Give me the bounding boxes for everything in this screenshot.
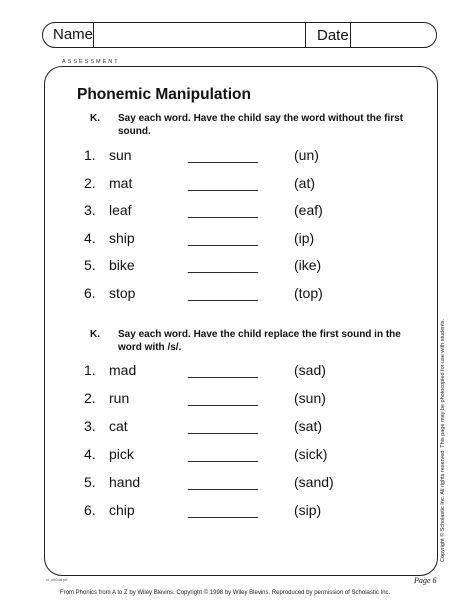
item-number: 5. (84, 474, 96, 490)
item-word: pick (109, 446, 134, 462)
answer-blank: _________ (188, 418, 259, 434)
copyright-notice (438, 312, 448, 562)
item-answer: (sad) (294, 362, 326, 378)
answer-blank: _________ (188, 446, 259, 462)
date-divider-left (305, 23, 306, 47)
item-word: leaf (109, 202, 132, 218)
item-answer: (ip) (294, 230, 315, 246)
source-footer: From Phonics from A to Z by Wiley Blevins. Copyright © 1998 by Wiley Blevins. Reproduced by permission of Scholastic Inc. (60, 590, 391, 596)
item-answer: (sip) (294, 502, 322, 518)
item-answer: (eaf) (294, 202, 323, 218)
page-number: Page 6 (414, 576, 437, 585)
worksheet-panel (44, 66, 438, 576)
answer-blank: _________ (188, 202, 259, 218)
date-divider-right (350, 23, 351, 47)
section-1-text: Say each word. Have the child say the word without the first sound. (118, 113, 404, 137)
section-2-key: K. (90, 329, 100, 340)
item-number: 4. (84, 230, 96, 246)
item-number: 1. (84, 147, 96, 163)
page-title: Phonemic Manipulation (77, 86, 251, 103)
item-word: cat (109, 418, 128, 434)
name-date-header (42, 22, 437, 48)
item-answer: (top) (294, 285, 323, 301)
item-word: stop (109, 285, 136, 301)
item-number: 5. (84, 257, 96, 273)
answer-blank: _________ (188, 362, 259, 378)
copyright-text: Copyright © Scholastic Inc. All rights reserved. This page may be photocopied for use with students. (440, 318, 446, 562)
name-divider (93, 23, 94, 47)
item-number: 3. (84, 202, 96, 218)
item-number: 6. (84, 285, 96, 301)
item-word: ship (109, 230, 135, 246)
item-word: bike (109, 257, 135, 273)
item-word: mad (109, 362, 137, 378)
answer-blank: _________ (188, 390, 259, 406)
answer-blank: _________ (188, 230, 259, 246)
item-answer: (sand) (294, 474, 334, 490)
item-number: 6. (84, 502, 96, 518)
item-answer: (sick) (294, 446, 328, 462)
section-1-instruction (90, 113, 430, 139)
item-answer: (ike) (294, 257, 322, 273)
item-answer: (at) (294, 175, 315, 191)
item-number: 2. (84, 175, 96, 191)
answer-blank: _________ (188, 257, 259, 273)
answer-blank: _________ (188, 474, 259, 490)
item-number: 1. (84, 362, 96, 378)
item-word: mat (109, 175, 133, 191)
item-word: sun (109, 147, 132, 163)
answer-blank: _________ (188, 175, 259, 191)
name-label: Name (53, 26, 94, 43)
item-answer: (un) (294, 147, 319, 163)
date-label: Date (317, 27, 349, 44)
item-word: chip (109, 502, 135, 518)
section-1-key: K. (90, 113, 100, 124)
page-code: ci_ch04a.p6 (46, 577, 68, 582)
section-2-text: Say each word. Have the child replace the first sound in the word with /s/. (118, 329, 401, 353)
item-word: run (109, 390, 130, 406)
section-2-instruction (90, 329, 430, 355)
item-word: hand (109, 474, 141, 490)
item-number: 4. (84, 446, 96, 462)
item-answer: (sun) (294, 390, 326, 406)
answer-blank: _________ (188, 502, 259, 518)
answer-blank: _________ (188, 147, 259, 163)
item-number: 2. (84, 390, 96, 406)
assessment-label: ASSESSMENT (62, 59, 120, 65)
answer-blank: _________ (188, 285, 259, 301)
item-answer: (sat) (294, 418, 322, 434)
item-number: 3. (84, 418, 96, 434)
